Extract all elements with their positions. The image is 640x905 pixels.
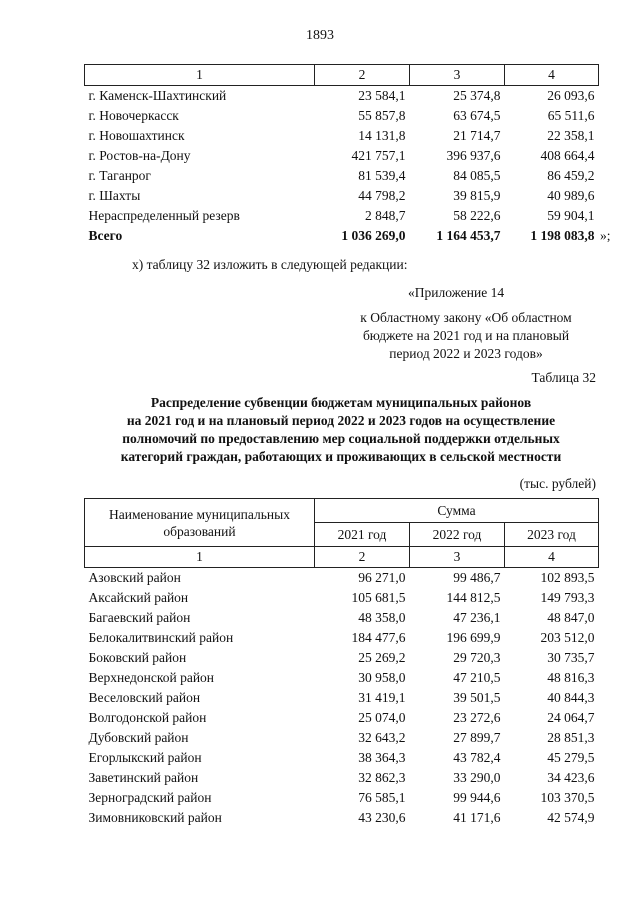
table-row bbox=[85, 126, 599, 146]
row-value: 39 815,9 bbox=[453, 188, 501, 203]
row-value: 63 674,5 bbox=[453, 108, 501, 123]
amount-cell: 102 893,5 bbox=[540, 570, 595, 585]
district-name: Волгодонской район bbox=[88, 710, 207, 725]
amount-cell: 203 512,0 bbox=[540, 630, 595, 645]
appendix-reference bbox=[332, 309, 600, 363]
amount-cell: 39 501,5 bbox=[453, 690, 501, 705]
subvention-rows bbox=[85, 568, 599, 829]
amount-cell: 33 290,0 bbox=[453, 770, 501, 785]
district-name: Веселовский район bbox=[88, 690, 201, 705]
numbering-row bbox=[85, 547, 599, 568]
amount-cell: 96 271,0 bbox=[358, 570, 406, 585]
amount-cell: 24 064,7 bbox=[547, 710, 595, 725]
row-value: 86 459,2 bbox=[547, 168, 595, 183]
amount-cell: 25 269,2 bbox=[358, 650, 406, 665]
table-row bbox=[85, 186, 599, 206]
row-name: г. Новочеркасск bbox=[88, 108, 179, 123]
table-title bbox=[84, 394, 598, 466]
amount-cell: 47 236,1 bbox=[453, 610, 501, 625]
amount-cell: 23 272,6 bbox=[453, 710, 501, 725]
amount-cell: 29 720,3 bbox=[453, 650, 501, 665]
total-label: Всего bbox=[88, 228, 123, 243]
amount-cell: 30 735,7 bbox=[547, 650, 595, 665]
page-number: 1893 bbox=[306, 28, 334, 43]
district-name: Белокалитвинский район bbox=[88, 630, 234, 645]
district-name: Багаевский район bbox=[88, 610, 191, 625]
table-row bbox=[85, 86, 599, 107]
table-row bbox=[85, 146, 599, 166]
table-row bbox=[85, 788, 599, 808]
row-value: 14 131,8 bbox=[358, 128, 406, 143]
district-name: Боковский район bbox=[88, 650, 187, 665]
row-value: 81 539,4 bbox=[358, 168, 406, 183]
amount-cell: 149 793,3 bbox=[540, 590, 595, 605]
table-row bbox=[85, 106, 599, 126]
row-value: 58 222,6 bbox=[453, 208, 501, 223]
row-value: 40 989,6 bbox=[547, 188, 595, 203]
amount-cell: 48 847,0 bbox=[547, 610, 595, 625]
sum-header: Сумма bbox=[315, 499, 599, 523]
instruction-text: х) таблицу 32 изложить в следующей редакции: bbox=[132, 257, 408, 272]
column-name-header bbox=[85, 499, 315, 547]
numbering-cell: 2 bbox=[315, 547, 410, 568]
row-value: 421 757,1 bbox=[351, 148, 406, 163]
table-row bbox=[85, 668, 599, 688]
district-name: Заветинский район bbox=[88, 770, 199, 785]
amount-cell: 31 419,1 bbox=[358, 690, 406, 705]
numbering-cell: 3 bbox=[410, 547, 505, 568]
row-name: г. Шахты bbox=[88, 188, 141, 203]
row-name: г. Таганрог bbox=[88, 168, 151, 183]
row-value: 21 714,7 bbox=[453, 128, 501, 143]
title-line: Распределение субвенции бюджетам муниципальных районов bbox=[150, 395, 532, 410]
table-row bbox=[85, 708, 599, 728]
row-value: 59 904,1 bbox=[547, 208, 595, 223]
row-value: 55 857,8 bbox=[358, 108, 406, 123]
amount-cell: 105 681,5 bbox=[351, 590, 406, 605]
amount-cell: 34 423,6 bbox=[547, 770, 595, 785]
row-value: 23 584,1 bbox=[358, 88, 406, 103]
amount-cell: 99 486,7 bbox=[453, 570, 501, 585]
units-label: (тыс. рублей) bbox=[519, 476, 596, 491]
district-name: Аксайский район bbox=[88, 590, 189, 605]
district-name: Зерноградский район bbox=[88, 790, 212, 805]
row-name: г. Каменск-Шахтинский bbox=[88, 88, 227, 103]
district-name: Азовский район bbox=[88, 570, 181, 585]
amount-cell: 40 844,3 bbox=[547, 690, 595, 705]
table-row bbox=[85, 648, 599, 668]
amount-cell: 32 643,2 bbox=[358, 730, 406, 745]
row-value: 2 848,7 bbox=[365, 208, 406, 223]
table-row bbox=[85, 588, 599, 608]
row-value: 25 374,8 bbox=[453, 88, 501, 103]
amount-cell: 144 812,5 bbox=[446, 590, 501, 605]
amount-cell: 99 944,6 bbox=[453, 790, 501, 805]
header-cell: 2 bbox=[315, 65, 410, 86]
amount-cell: 76 585,1 bbox=[358, 790, 406, 805]
table-row bbox=[85, 688, 599, 708]
row-value: 84 085,5 bbox=[453, 168, 501, 183]
subvention-table bbox=[84, 498, 599, 828]
header-row bbox=[85, 499, 599, 523]
appendix-line: к Областному закону «Об областном bbox=[360, 310, 572, 325]
amount-cell: 48 358,0 bbox=[358, 610, 406, 625]
title-line: категорий граждан, работающих и проживающих в сельской местности bbox=[120, 449, 562, 464]
table-label: Таблица 32 bbox=[531, 370, 596, 385]
total-value: 1 198 083,8 bbox=[530, 228, 595, 243]
table-row bbox=[85, 728, 599, 748]
header-cell: 1 bbox=[85, 65, 315, 86]
amount-cell: 48 816,3 bbox=[547, 670, 595, 685]
year-header: 2022 год bbox=[410, 523, 505, 547]
appendix-line: период 2022 и 2023 годов» bbox=[389, 346, 543, 361]
amount-cell: 45 279,5 bbox=[547, 750, 595, 765]
amount-cell: 30 958,0 bbox=[358, 670, 406, 685]
header-cell: 3 bbox=[410, 65, 505, 86]
table-row bbox=[85, 608, 599, 628]
amount-cell: 27 899,7 bbox=[453, 730, 501, 745]
header-cell: 4 bbox=[505, 65, 599, 86]
amount-cell: 184 477,6 bbox=[351, 630, 406, 645]
amount-cell: 43 230,6 bbox=[358, 810, 406, 825]
row-name: г. Ростов-на-Дону bbox=[88, 148, 191, 163]
numbering-cell: 4 bbox=[505, 547, 599, 568]
year-header: 2021 год bbox=[315, 523, 410, 547]
previous-table bbox=[84, 64, 599, 246]
amount-cell: 43 782,4 bbox=[453, 750, 501, 765]
appendix-heading: «Приложение 14 bbox=[408, 285, 505, 300]
title-line: на 2021 год и на плановый период 2022 и 2023 годов на осуществление bbox=[126, 413, 556, 428]
header-row bbox=[85, 65, 599, 86]
table-row bbox=[85, 768, 599, 788]
row-name: г. Новошахтинск bbox=[88, 128, 185, 143]
amount-cell: 32 862,3 bbox=[358, 770, 406, 785]
table-row bbox=[85, 568, 599, 589]
row-value: 22 358,1 bbox=[547, 128, 595, 143]
amount-cell: 196 699,9 bbox=[446, 630, 501, 645]
table-row bbox=[85, 628, 599, 648]
amount-cell: 38 364,3 bbox=[358, 750, 406, 765]
row-value: 408 664,4 bbox=[540, 148, 595, 163]
closing-quote: »; bbox=[600, 228, 611, 243]
total-value: 1 164 453,7 bbox=[436, 228, 501, 243]
appendix-line: бюджете на 2021 год и на плановый bbox=[362, 328, 570, 343]
district-name: Дубовский район bbox=[88, 730, 189, 745]
amount-cell: 103 370,5 bbox=[540, 790, 595, 805]
row-value: 65 511,6 bbox=[547, 108, 595, 123]
amount-cell: 28 851,3 bbox=[547, 730, 595, 745]
table-row bbox=[85, 808, 599, 828]
amount-cell: 25 074,0 bbox=[358, 710, 406, 725]
header-line: образований bbox=[163, 523, 236, 539]
amount-cell: 42 574,9 bbox=[547, 810, 595, 825]
district-name: Верхнедонской район bbox=[88, 670, 215, 685]
district-name: Зимовниковский район bbox=[88, 810, 222, 825]
row-name: Нераспределенный резерв bbox=[88, 208, 240, 223]
amount-cell: 41 171,6 bbox=[453, 810, 501, 825]
row-value: 44 798,2 bbox=[358, 188, 406, 203]
row-value: 396 937,6 bbox=[446, 148, 501, 163]
table-row bbox=[85, 166, 599, 186]
total-value: 1 036 269,0 bbox=[341, 228, 406, 243]
table-row bbox=[85, 206, 599, 226]
table-row bbox=[85, 748, 599, 768]
district-name: Егорлыкский район bbox=[88, 750, 202, 765]
total-row bbox=[85, 226, 599, 246]
title-line: полномочий по предоставлению мер социальной поддержки отдельных bbox=[122, 431, 560, 446]
row-value: 26 093,6 bbox=[547, 88, 595, 103]
numbering-cell: 1 bbox=[85, 547, 315, 568]
header-line: Наименование муниципальных bbox=[109, 506, 290, 522]
amount-cell: 47 210,5 bbox=[453, 670, 501, 685]
year-header: 2023 год bbox=[505, 523, 599, 547]
